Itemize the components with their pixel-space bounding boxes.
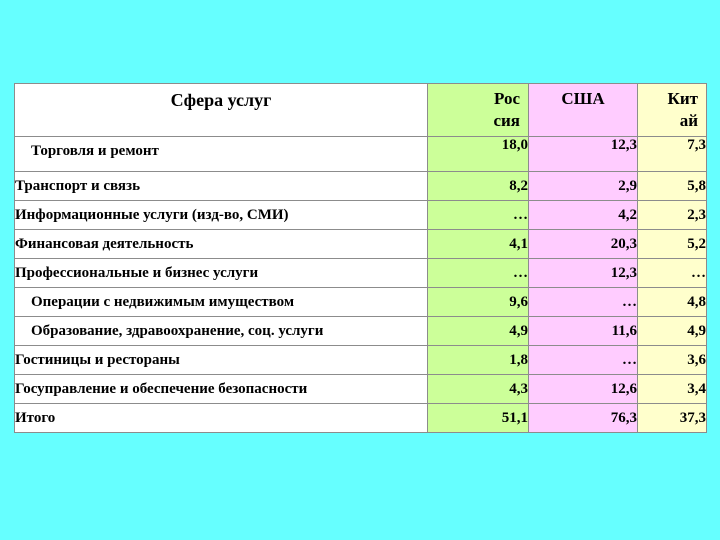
header-russia-line2: сия: [493, 111, 520, 130]
row-name-cell: Торговля и ремонт: [15, 137, 428, 172]
china-value-cell: 4,8: [638, 288, 707, 317]
header-china-label: [638, 84, 706, 132]
table-row: [15, 201, 707, 230]
table-row: [15, 288, 707, 317]
china-value-cell: 3,4: [638, 375, 707, 404]
china-value-cell: 3,6: [638, 346, 707, 375]
table-row: [15, 230, 707, 259]
usa-value-cell: 20,3: [529, 230, 638, 259]
header-russia-line1: Рос: [493, 89, 520, 108]
usa-value-cell: 4,2: [529, 201, 638, 230]
table-row: [15, 317, 707, 346]
row-name-cell: Информационные услуги (изд-во, СМИ): [15, 201, 428, 230]
row-name-cell: Транспорт и связь: [15, 172, 428, 201]
header-name-label: Сфера услуг: [170, 90, 272, 110]
row-name-cell: Профессиональные и бизнес услуги: [15, 259, 428, 288]
table-row: [15, 137, 707, 172]
header-china-line1: Кит: [667, 89, 698, 108]
russia-value-cell: …: [428, 201, 529, 230]
usa-value-cell: 12,6: [529, 375, 638, 404]
usa-value-cell: 12,3: [529, 137, 638, 172]
china-value-cell: …: [638, 259, 707, 288]
russia-value-cell: 4,1: [428, 230, 529, 259]
row-name-cell: Финансовая деятельность: [15, 230, 428, 259]
usa-value-cell: 2,9: [529, 172, 638, 201]
header-russia-label: [428, 84, 528, 132]
russia-value-cell: 9,6: [428, 288, 529, 317]
header-cell-china: [638, 84, 707, 137]
services-table: [14, 83, 707, 433]
row-name-cell: Госуправление и обеспечение безопасности: [15, 375, 428, 404]
usa-value-cell: 76,3: [529, 404, 638, 433]
china-value-cell: 5,8: [638, 172, 707, 201]
russia-value-cell: 1,8: [428, 346, 529, 375]
table-row: [15, 375, 707, 404]
china-value-cell: 5,2: [638, 230, 707, 259]
table-header-row: [15, 84, 707, 137]
china-value-cell: 7,3: [638, 137, 707, 172]
russia-value-cell: 4,3: [428, 375, 529, 404]
row-name-cell: Операции с недвижимым имуществом: [15, 288, 428, 317]
header-usa-label: США: [561, 89, 605, 108]
table-row-total: [15, 404, 707, 433]
usa-value-cell: …: [529, 346, 638, 375]
header-cell-usa: [529, 84, 638, 137]
china-value-cell: 4,9: [638, 317, 707, 346]
usa-value-cell: 12,3: [529, 259, 638, 288]
row-name-cell: Итого: [15, 404, 428, 433]
header-cell-russia: [428, 84, 529, 137]
china-value-cell: 37,3: [638, 404, 707, 433]
russia-value-cell: 8,2: [428, 172, 529, 201]
table-row: [15, 259, 707, 288]
row-name-cell: Гостиницы и рестораны: [15, 346, 428, 375]
russia-value-cell: 18,0: [428, 137, 529, 172]
usa-value-cell: …: [529, 288, 638, 317]
table-row: [15, 346, 707, 375]
russia-value-cell: …: [428, 259, 529, 288]
russia-value-cell: 4,9: [428, 317, 529, 346]
header-china-line2: ай: [679, 111, 698, 130]
table-row: [15, 172, 707, 201]
usa-value-cell: 11,6: [529, 317, 638, 346]
row-name-cell: Образование, здравоохранение, соц. услуги: [15, 317, 428, 346]
china-value-cell: 2,3: [638, 201, 707, 230]
russia-value-cell: 51,1: [428, 404, 529, 433]
header-cell-name: [15, 84, 428, 137]
